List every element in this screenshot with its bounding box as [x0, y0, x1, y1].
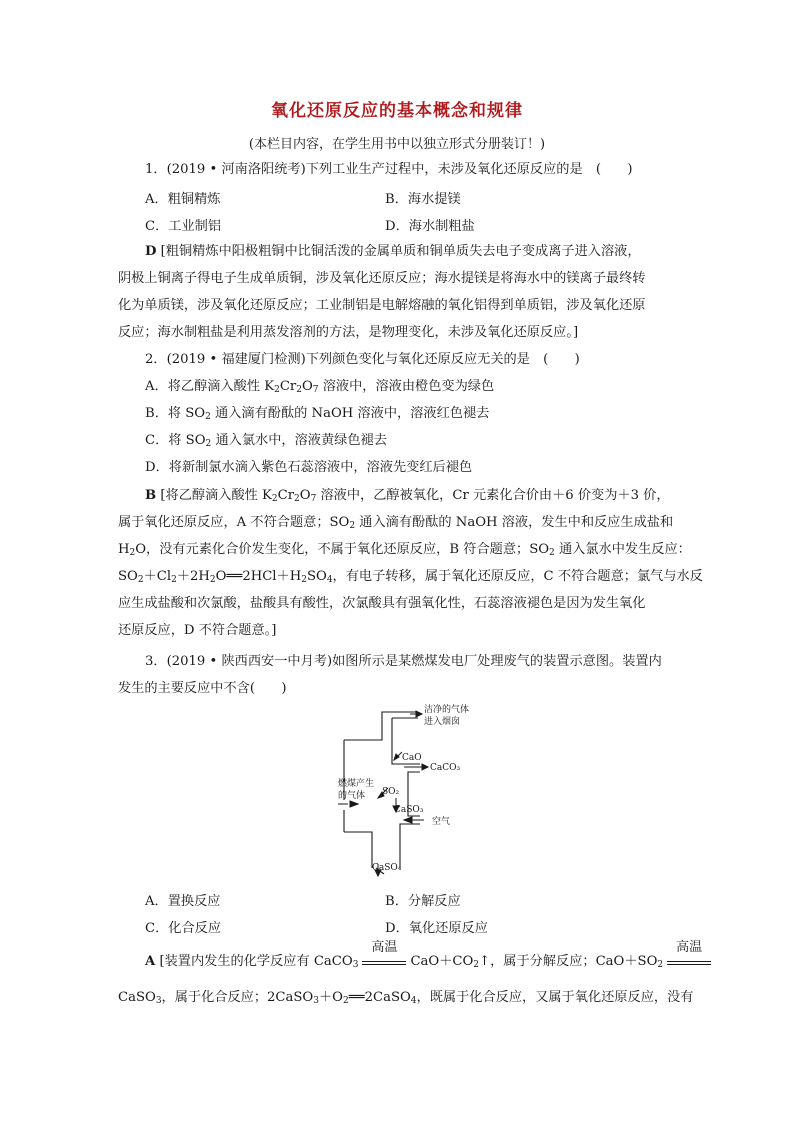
q3-option-b: B．分解反应	[385, 894, 461, 909]
label-caso3: CaSO₃	[394, 805, 424, 815]
q1-option-d: D．海水制粗盐	[385, 219, 475, 234]
q2-explanation-line: $SO_2+Cl_2+2H_2O══2HCl+H_2SO_4$，有电子转移，属于氧化还原反应，C 不符合题意；氯气与水反	[118, 569, 703, 585]
label-air: 空气	[432, 817, 451, 827]
q2-option-d: D．将新制氯水滴入紫色石蕊溶液中，溶液先变红后褪色	[145, 460, 473, 475]
page-title: 氧化还原反应的基本概念和规律	[271, 101, 523, 121]
q3-answer: A	[145, 954, 156, 969]
label-caco3: CaCO₃	[430, 763, 461, 773]
q1-explanation-text: [粗铜精炼中阳极粗铜中比铜活泼的金属单质和铜单质失去电子变成离子进入溶液，	[160, 244, 641, 259]
q2-option-b: B．将 $SO_2$ 通入滴有酚酞的 NaOH 溶液中，溶液红色褪去	[145, 406, 490, 422]
label-so2: SO₂	[382, 787, 400, 797]
caco3-arrow-head	[422, 764, 428, 770]
tower-top-left-path	[344, 712, 418, 740]
page-subtitle: (本栏目内容，在学生用书中以独立形式分册装订！)	[248, 137, 546, 152]
q2-option-a: A．将乙醇滴入酸性 $K_2Cr_2O_7$ 溶液中，溶液由橙色变为绿色	[145, 379, 495, 395]
q1-explanation-line: 化为单质镁，涉及氧化还原反应；工业制铝是电解熔融的氧化铝得到单质铝，涉及氧化还原	[118, 298, 646, 313]
label-clean-gas: 洁净的气体	[424, 705, 470, 715]
tower-bottom-left	[344, 832, 372, 868]
q1-option-b: B．海水提镁	[385, 192, 461, 207]
q2-explanation-line: 属于氧化还原反应，A 不符合题意；$SO_2$ 通入滴有酚酞的 NaOH 溶液，发生中和反应生成盐和	[118, 515, 674, 531]
q1-explanation-line: 反应；海水制粗盐是利用蒸发溶剂的方法，是物理变化，未涉及氧化还原反应。]	[118, 325, 579, 340]
q1-stem: 1．(2019 • 河南洛阳统考)下列工业生产过程中，未涉及氧化还原反应的是 ( )	[145, 162, 633, 177]
label-flue-gas-2: 的气体	[338, 791, 366, 801]
high-temp-condition: 高温	[667, 953, 711, 965]
q3-option-d: D．氧化还原反应	[385, 921, 488, 936]
inlet-arrow-head	[350, 801, 358, 807]
label-into-chimney: 进入烟囱	[424, 717, 461, 727]
q2-explanation-line: B [将乙醇滴入酸性 $K_2Cr_2O_7$ 溶液中，乙醇被氧化，Cr 元素化合价由＋6 价变为＋3 价，	[145, 488, 670, 504]
q3-stem: 发生的主要反应中不含( )	[118, 681, 287, 696]
q1-explanation-line	[145, 242, 641, 262]
q2-answer: B	[145, 488, 157, 503]
q2-explanation-line: 应生成盐酸和次氯酸，盐酸具有酸性，次氯酸具有强氧化性，石蕊溶液褪色是因为发生氧化	[118, 596, 646, 611]
q2-explanation-line: 还原反应，D 不符合题意。]	[118, 623, 277, 638]
high-temp-condition: 高温	[362, 953, 406, 965]
label-cao: CaO	[402, 753, 422, 763]
label-flue-gas: 燃煤产生	[338, 779, 375, 789]
q1-option-c: C．工业制铝	[145, 219, 222, 234]
q2-stem: 2．(2019 • 福建厦门检测)下列颜色变化与氧化还原反应无关的是 ( )	[145, 352, 580, 367]
q1-explanation-line: 阴极上铜离子得电子生成单质铜，涉及氧化还原反应；海水提镁是将海水中的镁离子最终转	[118, 271, 646, 286]
outlet-arrow-head	[416, 711, 422, 717]
q1-option-a: A．粗铜精炼	[145, 192, 221, 207]
q2-explanation-line: $H_2O$，没有元素化合价发生变化，不属于氧化还原反应，B 符合题意；$SO_2$ 通入氯水中发生反应：	[118, 542, 691, 558]
flue-gas-apparatus-diagram	[338, 700, 498, 878]
tower-bottom-right	[400, 824, 420, 868]
label-caso4: CaSO₄	[372, 863, 402, 873]
q1-answer: D	[145, 244, 157, 259]
q3-explanation-line: A [装置内发生的化学反应有 CaCO$_3$ 高温 $CaO+CO_2↑$，属于分解反应；$CaO+SO_2$ 高温	[145, 952, 715, 972]
air-arrow-head	[404, 817, 412, 823]
q2-option-c: C．将 $SO_2$ 通入氯水中，溶液黄绿色褪去	[145, 433, 387, 449]
q3-option-c: C．化合反应	[145, 921, 222, 936]
q3-stem: 3．(2019 • 陕西西安一中月考)如图所示是某燃煤发电厂处理废气的装置示意图。装置内	[145, 654, 662, 669]
q3-explanation-line: CaSO$_3$，属于化合反应；$2CaSO_3+O_2══2CaSO_4$，既属于化合反应，又属于氧化还原反应，没有	[118, 990, 694, 1006]
cao-arrow-head	[394, 754, 399, 760]
q3-option-a: A．置换反应	[145, 894, 221, 909]
